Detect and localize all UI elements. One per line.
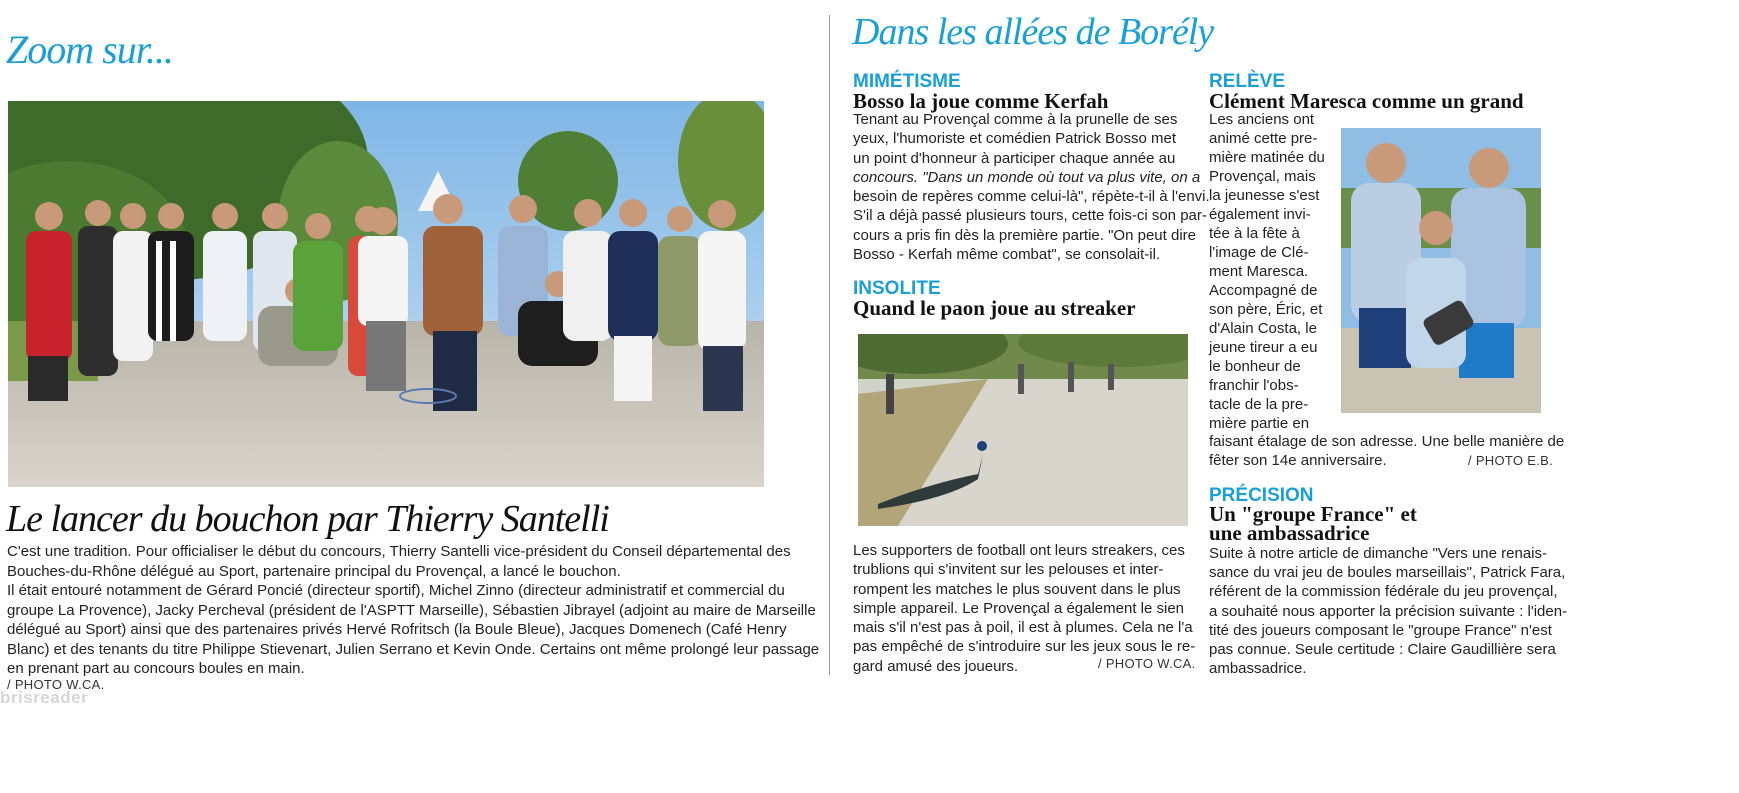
body-line: Les anciens ont — [1209, 111, 1315, 128]
headline-mimetisme: Bosso la joue comme Kerfah — [853, 89, 1109, 113]
body-line: S'il a déjà passé plusieurs tours, cette fois-ci son par- — [853, 207, 1207, 225]
article-body-line: délégué au Sport) ainsi que des partenaires privés Hervé Rofritsch (la Boule Bleue), Jacques Domenech (Café Henry — [7, 621, 787, 638]
body-line: tacle de la pre- — [1209, 396, 1309, 413]
peacock-photo — [858, 334, 1188, 526]
photo-credit-left: / PHOTO W.CA. — [7, 677, 105, 692]
body-line: Suite à notre article de dimanche "Vers une renais- — [1209, 545, 1548, 562]
body-line: Bosso - Kerfah même combat", se consolait-il. — [853, 246, 1161, 264]
body-line: trublions qui s'invitent sur les pelouses et inter- — [853, 561, 1164, 579]
maresca-photo-illustration — [1341, 128, 1541, 413]
body-line: yeux, l'humoriste et comédien Patrick Bosso met — [853, 130, 1176, 148]
body-line: ment Maresca. — [1209, 263, 1309, 280]
photo-credit-releve: / PHOTO E.B. — [1468, 453, 1553, 468]
body-line: mière matinée du — [1209, 149, 1325, 166]
body-line: sance du vrai jeu de boules marseillais", Patrick Fara, — [1209, 564, 1566, 582]
body-line: Accompagné de — [1209, 282, 1318, 299]
body-line: jeune tireur a eu — [1209, 339, 1318, 356]
body-line: simple appareil. Le Provençal a également le sien — [853, 599, 1185, 617]
body-line: Tenant au Provençal comme à la prunelle de ses — [853, 111, 1178, 128]
body-line: faisant étalage de son adresse. Une belle manière de — [1209, 433, 1565, 450]
body-line: également invi- — [1209, 206, 1311, 223]
body-line: un point d'honneur à participer chaque année au — [853, 149, 1176, 167]
section-title-borely: Dans les allées de Borély — [852, 11, 1214, 53]
body-line: pas connue. Seule certitude : Claire Gaudillière sera — [1209, 641, 1556, 659]
section-title-zoom: Zoom sur... — [6, 27, 173, 72]
body-line: cours a pris fin dès la première partie. "On peut dire — [853, 226, 1196, 244]
body-line: tée à la fête à — [1209, 225, 1300, 242]
body-line: ambassadrice. — [1209, 660, 1307, 678]
kicker-insolite: INSOLITE — [853, 278, 941, 299]
body-precision — [1209, 544, 1568, 678]
article-body-line: Il était entouré notamment de Gérard Poncié (directeur sportif), Michel Zinno (directeur administratif et commercial du — [7, 582, 785, 599]
headline-precision-line2: une ambassadrice — [1209, 521, 1370, 545]
body-line: tité des joueurs composant le "groupe France" n'est — [1209, 621, 1552, 639]
article-body-line: Blanc) et des tenants du titre Philippe Stievenart, Julien Serrano et Kevin Onde. Certains ont même prolongé leur passage — [7, 640, 820, 658]
article-body — [7, 542, 820, 679]
headline-releve: Clément Maresca comme un grand — [1209, 89, 1524, 113]
body-line: mière partie en — [1209, 415, 1310, 432]
headline-precision-line1: Un "groupe France" et — [1209, 502, 1417, 526]
kicker-precision: PRÉCISION — [1209, 485, 1314, 506]
body-line: son père, Éric, et — [1209, 301, 1323, 318]
body-line: besoin de repères comme celui-là", répète-t-il à l'envi. — [853, 188, 1210, 206]
body-line: pas empêché de s'introduire sur les jeux sous le re- — [853, 638, 1196, 656]
kicker-mimetisme: MIMÉTISME — [853, 71, 961, 92]
article-body-line: en prenant part au concours boules en main. — [7, 660, 305, 677]
body-line: fêter son 14e anniversaire. — [1209, 452, 1387, 469]
article-body-line: Bouches-du-Rhône délégué au Sport, partenaire principal du Provençal, a lancé le bouchon. — [7, 562, 621, 580]
article-body-line: C'est une tradition. Pour officialiser le début du concours, Thierry Santelli vice-président du Conseil départemental des — [7, 543, 791, 560]
body-line: gard amusé des joueurs. — [853, 657, 1019, 675]
body-line: Provençal, mais — [1209, 168, 1316, 185]
body-line: d'Alain Costa, le — [1209, 320, 1317, 337]
group-photo — [8, 101, 764, 487]
body-line: la jeunesse s'est — [1209, 187, 1320, 204]
body-line: animé cette pre- — [1209, 130, 1318, 147]
watermark-logo: brisreader — [0, 688, 89, 707]
peacock-photo-illustration — [858, 334, 1188, 526]
maresca-photo — [1341, 128, 1541, 413]
body-line: a souhaité nous apporter la précision suivante : l'iden- — [1209, 602, 1568, 620]
body-mimetisme — [853, 110, 1210, 264]
body-line: l'image de Clé- — [1209, 244, 1309, 261]
body-line: Les supporters de football ont leurs streakers, ces — [853, 542, 1185, 559]
article-headline: Le lancer du bouchon par Thierry Santelli — [6, 498, 609, 540]
body-line: le bonheur de — [1209, 358, 1301, 375]
kicker-releve: RELÈVE — [1209, 71, 1286, 92]
body-line: franchir l'obs- — [1209, 377, 1299, 394]
article-body-line: groupe La Provence), Jacky Percheval (président de l'ASPTT Marseille), Sébastien Jibrayel (adjoint au maire de Marseille — [7, 601, 816, 619]
body-line: concours. "Dans un monde où tout va plus vite, on a — [853, 168, 1201, 186]
body-releve-narrow — [1209, 110, 1339, 433]
photo-credit-insolite: / PHOTO W.CA. — [1098, 656, 1196, 671]
body-line: rompent les matches le plus souvent dans le plus — [853, 580, 1181, 598]
group-photo-illustration — [8, 101, 764, 487]
body-line: mais s'il n'est pas à poil, il est à plumes. Cela ne l'a — [853, 619, 1193, 637]
body-line: référent de la commission fédérale du jeu provençal, — [1209, 583, 1558, 601]
headline-insolite: Quand le paon joue au streaker — [853, 296, 1136, 320]
column-divider — [829, 15, 830, 675]
